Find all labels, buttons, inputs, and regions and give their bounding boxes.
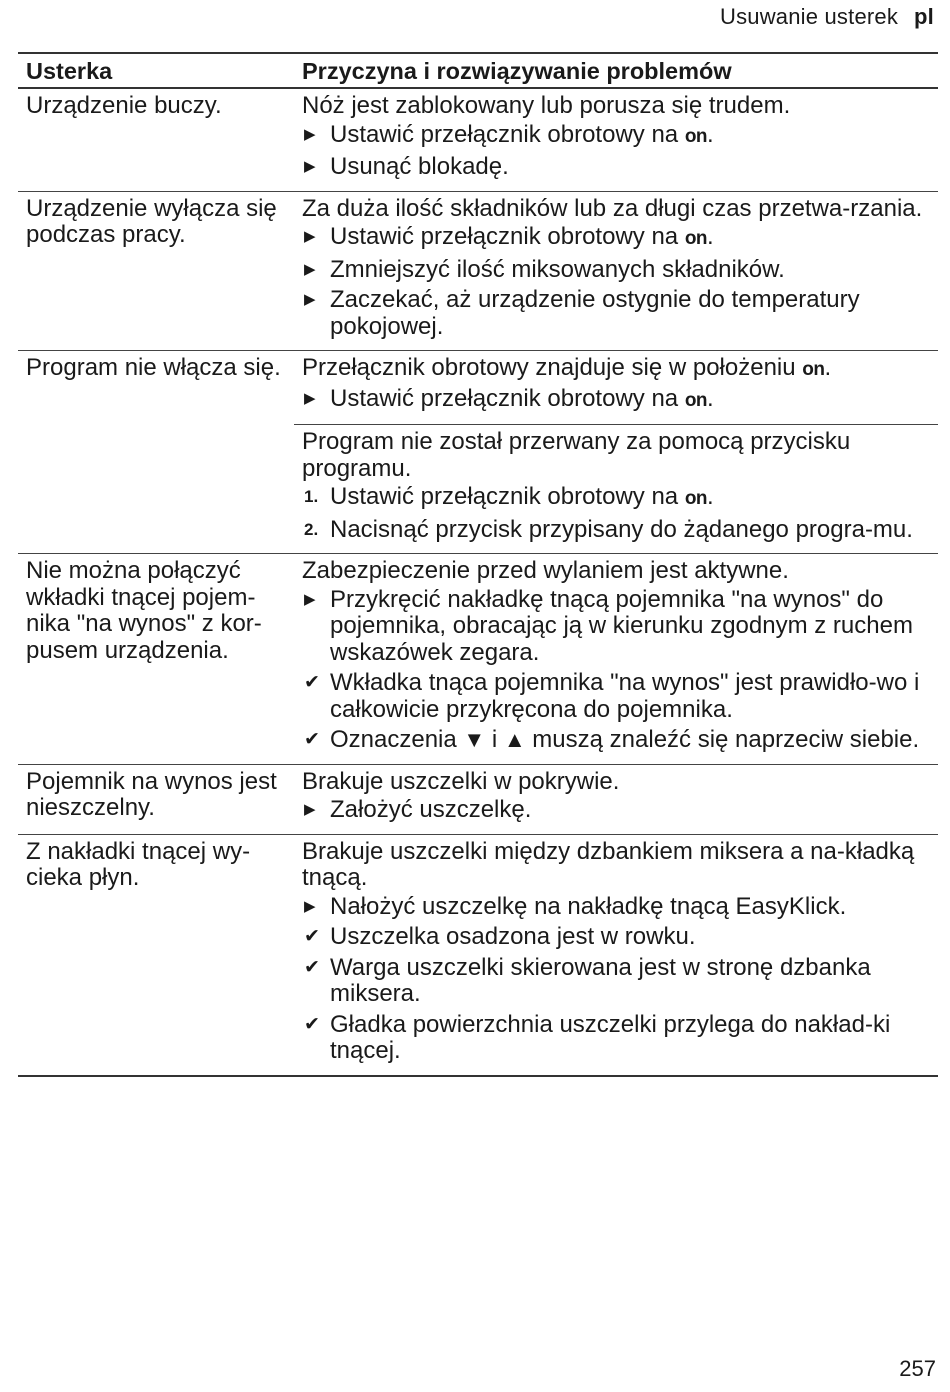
switch-position-label: on (684, 125, 708, 147)
cause-text: Przełącznik obrotowy znajduje się w położeniu on. (302, 354, 832, 381)
page-number: 257 (899, 1356, 936, 1381)
action-item: ▶ Przykręcić nakładkę tnącą pojemnika "na wynos" do pojemnika, obracając ją w kierunku zgodnym z ruchem wskazówek zegara. (304, 585, 913, 666)
action-item: ▶ Założyć uszczelkę. (304, 796, 532, 823)
language-code: pl (914, 4, 934, 29)
step-item: 1. Ustawić przełącznik obrotowy na on. (302, 484, 930, 513)
table-row (18, 553, 938, 764)
table-row (18, 191, 938, 351)
table-row (18, 350, 938, 553)
bullet-arrow-icon: ▶ (304, 158, 316, 175)
troubleshooting-table (18, 52, 938, 1077)
switch-position-label: on (684, 228, 708, 249)
column-header-cause: Przyczyna i rozwiązywanie problemów (302, 58, 732, 84)
triangle-up-icon: ▲ (503, 727, 526, 752)
checkmark-icon: ✔ (304, 729, 320, 750)
action-item: ▶ Ustawić przełącznik obrotowy na on. (302, 122, 930, 151)
fault-cell: Urządzenie wyłącza się podczas pracy. (26, 194, 277, 248)
check-item: ✔ Oznaczenia ▼ i ▲ muszą znaleźć się naprzeciw siebie. (304, 726, 920, 753)
check-item: ✔ Gładka powierzchnia uszczelki przylega do nakład-ki tnącej. (304, 1010, 891, 1064)
bullet-arrow-icon: ▶ (304, 260, 316, 278)
cause-cell (294, 554, 938, 764)
checkmark-icon: ✔ (304, 926, 320, 947)
fault-cell: Pojemnik na wynos jest nieszczelny. (26, 767, 277, 821)
fault-cell: Program nie włącza się. (26, 354, 281, 381)
column-header-fault: Usterka (26, 58, 113, 84)
switch-position-label: on (684, 389, 708, 411)
cause-text: Zabezpieczenie przed wylaniem jest aktywne. (302, 557, 789, 584)
checkmark-icon: ✔ (304, 1013, 320, 1035)
triangle-down-icon: ▼ (463, 727, 486, 752)
cause-cell (294, 89, 938, 191)
bullet-arrow-icon: ▶ (304, 590, 316, 608)
check-item: ✔ Warga uszczelki skierowana jest w stronę dzbanka miksera. (304, 953, 871, 1007)
step-number: 1. (304, 487, 319, 506)
table-row (18, 89, 938, 191)
action-item: ▶ Zmniejszyć ilość miksowanych składników. (304, 255, 785, 283)
table-row (18, 764, 938, 834)
fault-cell: Urządzenie buczy. (26, 92, 222, 119)
fault-cell: Z nakładki tnącej wy-cieka płyn. (26, 837, 251, 891)
cause-text: Za duża ilość składników lub za długi czas przetwa-rzania. (302, 194, 923, 222)
cause-text: Nóż jest zablokowany lub porusza się trudem. (302, 92, 791, 119)
bullet-arrow-icon: ▶ (304, 125, 316, 143)
table-row (18, 834, 938, 1075)
bullet-arrow-icon: ▶ (304, 389, 316, 407)
table-header-row (18, 54, 938, 89)
action-item: ▶ Ustawić przełącznik obrotowy na on. (302, 386, 930, 415)
cause-text: Brakuje uszczelki między dzbankiem miksera a na-kładką tnącą. (302, 837, 915, 891)
cause-text: Program nie został przerwany za pomocą przycisku programu. (302, 428, 851, 482)
check-item: ✔ Uszczelka osadzona jest w rowku. (304, 923, 696, 950)
checkmark-icon: ✔ (304, 956, 320, 978)
bullet-arrow-icon: ▶ (304, 291, 316, 308)
cause-cell (294, 424, 938, 553)
action-item: ▶ Usunąć blokadę. (304, 153, 509, 180)
switch-position-label: on (802, 359, 825, 380)
cause-cell (294, 835, 938, 1075)
action-item: ▶ Ustawić przełącznik obrotowy na on. (302, 224, 930, 253)
cause-cell (294, 351, 938, 424)
page-header (720, 4, 934, 30)
fault-cell: Nie można połączyć wkładki tnącej pojem-nika "na wynos" z kor-pusem urządzenia. (26, 557, 262, 664)
cause-cell (294, 192, 938, 351)
step-number: 2. (304, 519, 319, 539)
bullet-arrow-icon: ▶ (304, 897, 316, 915)
switch-position-label: on (684, 488, 708, 509)
step-item: 2. Nacisnąć przycisk przypisany do żądanego progra-mu. (304, 515, 913, 543)
cause-text: Brakuje uszczelki w pokrywie. (302, 767, 620, 795)
action-item: ▶ Nałożyć uszczelkę na nakładkę tnącą EasyKlick. (304, 892, 847, 920)
action-item: ▶ Zaczekać, aż urządzenie ostygnie do temperatury pokojowej. (304, 286, 860, 340)
bullet-arrow-icon: ▶ (304, 801, 316, 818)
bullet-arrow-icon: ▶ (304, 228, 316, 245)
checkmark-icon: ✔ (304, 672, 320, 693)
check-item: ✔ Wkładka tnąca pojemnika "na wynos" jest prawidło-wo i całkowicie przykręcona do pojemnika. (304, 669, 920, 723)
cause-cell (294, 765, 938, 834)
section-title: Usuwanie usterek (719, 4, 899, 29)
